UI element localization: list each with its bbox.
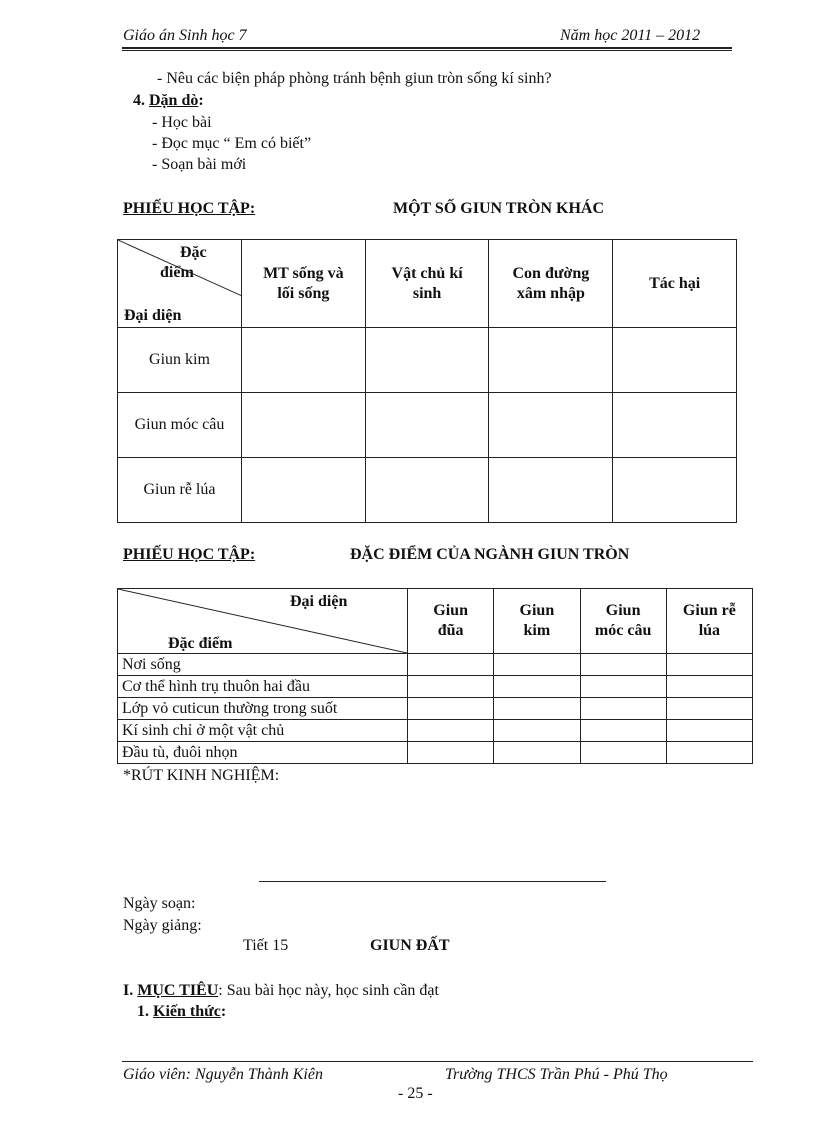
check-cell[interactable]: [408, 654, 494, 676]
answer-cell[interactable]: [365, 393, 489, 458]
check-cell[interactable]: [666, 654, 752, 676]
footer-rule: [122, 1061, 753, 1062]
answer-cell[interactable]: [242, 393, 366, 458]
row-label: Giun rễ lúa: [118, 458, 242, 523]
trait-label: Đầu tù, đuôi nhọn: [118, 742, 408, 764]
check-cell[interactable]: [408, 698, 494, 720]
col-header: MT sống và lối sống: [242, 240, 366, 328]
check-cell[interactable]: [494, 698, 580, 720]
sheet1-title: MỘT SỐ GIUN TRÒN KHÁC: [393, 200, 604, 217]
check-cell[interactable]: [408, 742, 494, 764]
sheet2-label: PHIẾU HỌC TẬP:: [123, 546, 256, 563]
check-cell[interactable]: [494, 742, 580, 764]
answer-cell[interactable]: [489, 328, 613, 393]
trait-label: Cơ thể hình trụ thuôn hai đầu: [118, 676, 408, 698]
col-header: Giun kim: [494, 589, 580, 654]
answer-cell[interactable]: [242, 458, 366, 523]
header-left: Giáo án Sinh học 7: [123, 27, 247, 44]
row-label: Giun kim: [118, 328, 242, 393]
footer-school: Trường THCS Trần Phú - Phú Thọ: [445, 1066, 668, 1083]
corner-cell: Đặc điểm Đại diện: [118, 240, 242, 328]
check-cell[interactable]: [408, 720, 494, 742]
sheet1-label: PHIẾU HỌC TẬP:: [123, 200, 256, 217]
header-right: Năm học 2011 – 2012: [560, 27, 701, 44]
header-rule: [122, 47, 732, 49]
knowledge-heading: 1. Kiến thức:: [137, 1003, 227, 1020]
row-label: Giun móc câu: [118, 393, 242, 458]
check-cell[interactable]: [580, 742, 666, 764]
trait-label: Nơi sống: [118, 654, 408, 676]
experience-label: *RÚT KINH NGHIỆM:: [123, 767, 280, 784]
teach-date: Ngày giảng:: [123, 917, 202, 934]
traits-table: [117, 588, 753, 764]
answer-cell[interactable]: [489, 458, 613, 523]
sheet2-title: ĐẶC ĐIỂM CỦA NGÀNH GIUN TRÒN: [350, 546, 630, 563]
homework-item: - Đọc mục “ Em có biết”: [152, 135, 312, 152]
objectives-heading: I. MỤC TIÊU: Sau bài học này, học sinh cần đạt: [123, 982, 439, 999]
check-cell[interactable]: [666, 720, 752, 742]
prep-date: Ngày soạn:: [123, 895, 196, 912]
check-cell[interactable]: [666, 676, 752, 698]
col-header: Tác hại: [613, 240, 737, 328]
worm-table: [117, 239, 737, 523]
check-cell[interactable]: [494, 654, 580, 676]
separator-line: [259, 881, 606, 882]
check-cell[interactable]: [666, 742, 752, 764]
page-number: - 25 -: [398, 1085, 433, 1102]
check-cell[interactable]: [408, 676, 494, 698]
answer-cell[interactable]: [613, 393, 737, 458]
section-4-heading: 4. Dặn dò:: [133, 92, 204, 109]
answer-cell[interactable]: [613, 328, 737, 393]
check-cell[interactable]: [494, 720, 580, 742]
check-cell[interactable]: [666, 698, 752, 720]
footer-teacher: Giáo viên: Nguyễn Thành Kiên: [123, 1066, 323, 1083]
period-number: Tiết 15: [243, 937, 289, 954]
review-question: - Nêu các biện pháp phòng tránh bệnh giun tròn sống kí sinh?: [157, 70, 552, 87]
answer-cell[interactable]: [365, 458, 489, 523]
homework-item: - Soạn bài mới: [152, 156, 247, 173]
check-cell[interactable]: [580, 676, 666, 698]
check-cell[interactable]: [494, 676, 580, 698]
col-header: Giun móc câu: [580, 589, 666, 654]
check-cell[interactable]: [580, 698, 666, 720]
lesson-title: GIUN ĐẤT: [370, 937, 450, 954]
trait-label: Lớp vỏ cuticun thường trong suốt: [118, 698, 408, 720]
check-cell[interactable]: [580, 720, 666, 742]
homework-item: - Học bài: [152, 114, 212, 131]
col-header: Vật chủ kí sinh: [365, 240, 489, 328]
col-header: Con đường xâm nhập: [489, 240, 613, 328]
trait-label: Kí sinh chỉ ở một vật chủ: [118, 720, 408, 742]
answer-cell[interactable]: [242, 328, 366, 393]
col-header: Giun rễ lúa: [666, 589, 752, 654]
check-cell[interactable]: [580, 654, 666, 676]
col-header: Giun đũa: [408, 589, 494, 654]
corner-cell: Đại diện Đặc điểm: [118, 589, 408, 654]
answer-cell[interactable]: [365, 328, 489, 393]
answer-cell[interactable]: [613, 458, 737, 523]
answer-cell[interactable]: [489, 393, 613, 458]
header-rule-thin: [122, 50, 732, 51]
